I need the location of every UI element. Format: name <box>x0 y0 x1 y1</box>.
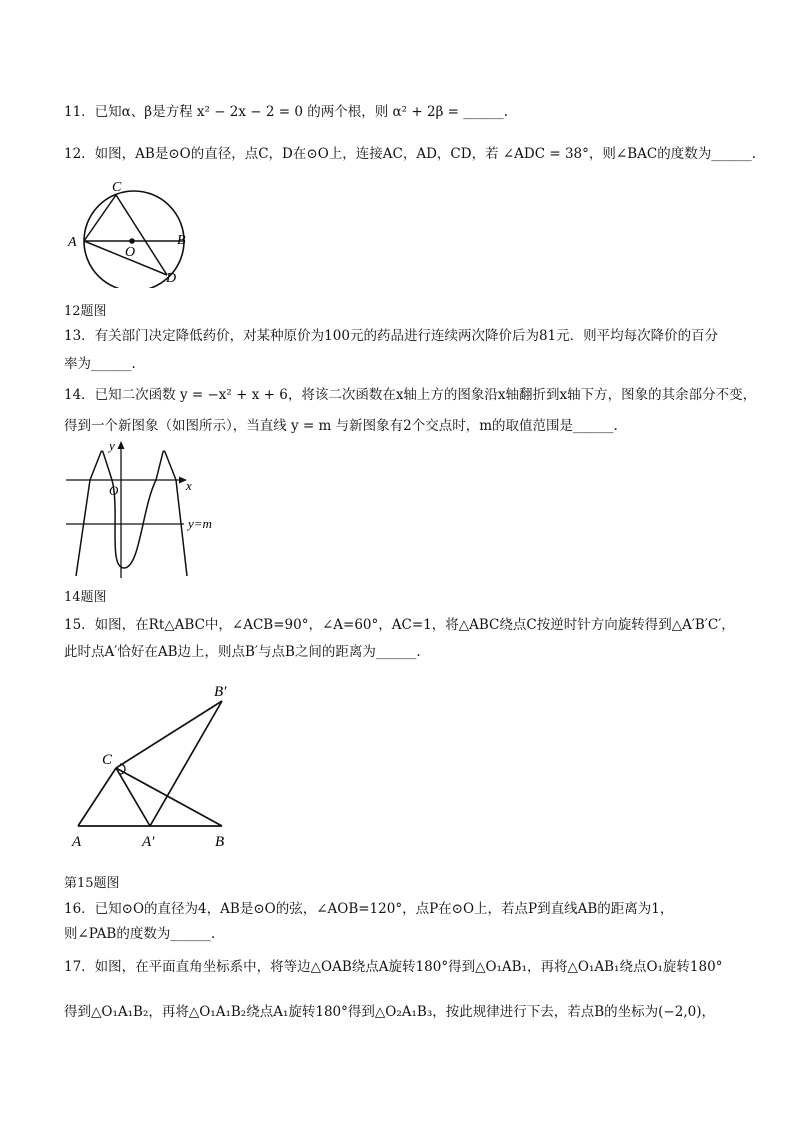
question-13-line-2: 率为______. <box>64 356 136 372</box>
label-y-axis: y <box>109 438 115 453</box>
circle-figure-12 <box>64 176 199 288</box>
question-12-line-1: 12．如图，AB是⊙O的直径，点C，D在⊙O上，连接AC，AD，CD，若 ∠ADC = 38°，则∠BAC的度数为______. <box>64 146 756 162</box>
label-x-axis: x <box>186 478 192 493</box>
question-11-line-1: 11．已知α、β是方程 x² − 2x − 2 = 0 的两个根，则 α² + 2β = ______. <box>64 104 509 120</box>
question-13-line-1: 13．有关部门决定降低药价，对某种原价为100元的药品进行连续两次降价后为81元．则平均每次降价的百分 <box>64 328 719 344</box>
question-15-line-2: 此时点A′恰好在AB边上，则点B′与点B之间的距离为______. <box>64 644 421 660</box>
figure-15-caption: 第15题图 <box>64 876 120 891</box>
triangle-figure-15 <box>64 676 254 856</box>
question-15-line-1: 15．如图，在Rt△ABC中，∠ACB=90°，∠A=60°，AC=1，将△ABC绕点C按逆时针方向旋转得到△A′B′C′， <box>64 617 735 633</box>
figure-14-caption: 14题图 <box>64 590 107 605</box>
question-16-line-2: 则∠PAB的度数为______. <box>64 926 216 942</box>
label-origin: O <box>109 483 119 498</box>
label-b: B <box>215 834 225 850</box>
question-17-line-2: 得到△O₁A₁B₂，再将△O₁A₁B₂绕点A₁旋转180°得到△O₂A₁B₃，按此规律进行下去，若点B的坐标为(−2,0)， <box>64 1004 715 1020</box>
label-b-prime: B′ <box>214 684 227 700</box>
figure-12-caption: 12题图 <box>64 304 107 319</box>
label-c: C <box>112 180 122 195</box>
label-a: A <box>68 235 77 250</box>
label-line-m: y=m <box>188 516 212 531</box>
question-14-line-1: 14．已知二次函数 y = −x² + x + 6，将该二次函数在x轴上方的图象沿x轴翻折到x轴下方，图象的其余部分不变， <box>64 387 757 403</box>
label-o: O <box>125 245 136 260</box>
question-14-line-2: 得到一个新图象（如图所示），当直线 y = m 与新图象有2个交点时，m的取值范围是______. <box>64 418 618 434</box>
question-16-line-1: 16．已知⊙O的直径为4，AB是⊙O的弦，∠AOB=120°，点P在⊙O上，若点P到直线AB的距离为1， <box>64 901 674 917</box>
label-d: D <box>166 271 177 286</box>
question-17-line-1: 17．如图，在平面直角坐标系中，将等边△OAB绕点A旋转180°得到△O₁AB₁，再将△O₁AB₁绕点O₁旋转180° <box>64 959 723 975</box>
label-b: B <box>177 233 186 248</box>
parabola-figure-14 <box>64 438 234 580</box>
label-a: A <box>72 834 82 850</box>
label-a-prime: A′ <box>142 834 155 850</box>
label-c: C <box>102 752 113 768</box>
